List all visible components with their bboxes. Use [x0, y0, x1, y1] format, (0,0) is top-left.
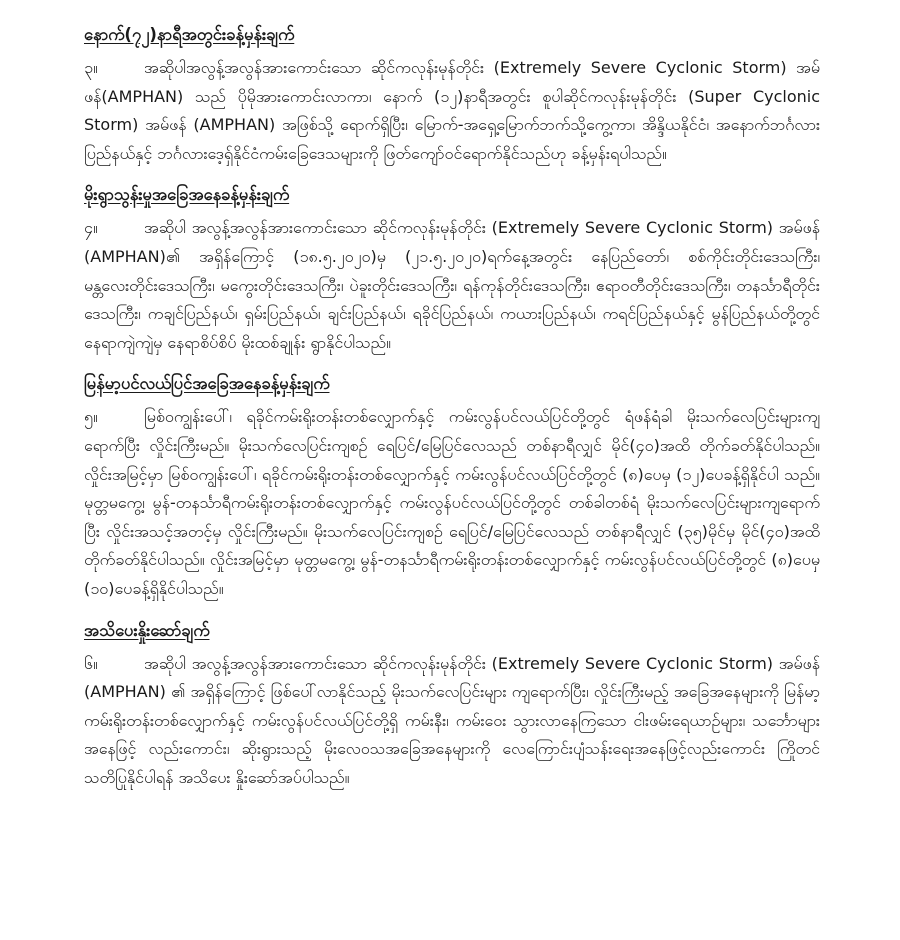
paragraph	[84, 403, 820, 603]
paragraph-number: ၃။	[84, 58, 98, 77]
section-heading: မြန်မာ့ပင်လယ်ပြင်အခြေအနေခန့်မှန်းချက်	[84, 374, 330, 394]
paragraph	[84, 650, 820, 793]
section-heading: နောက်(၇၂)နာရီအတွင်းခန့်မှန်းချက်	[84, 25, 295, 44]
paragraph-number: ၅။	[84, 407, 98, 427]
section-rainfall-forecast	[84, 182, 820, 357]
paragraph	[84, 54, 820, 168]
section-sea-condition-forecast	[84, 371, 820, 603]
paragraph-number: ၄။	[84, 218, 98, 238]
section-heading: မိုးရွာသွန်းမှုအခြေအနေခန့်မှန်းချက်	[84, 185, 290, 205]
paragraph-text: မြစ်ဝကျွန်းပေါ်၊ ရခိုင်ကမ်းရိုးတန်းတစ်လျှောက်နှင့် ကမ်းလွန်ပင်လယ်ပြင်တို့တွင် ရံဖန်ရံခါ မိုးသက်လေပြင်းများကျရောက်ပြီး လှိုင်းကြီးမည်။ မိုးသက်လေပြင်းကျစဉ် ရေပြင်/မြေပြင်လေသည် တစ်နာရီလျှင် မိုင်(၄၀)အထိ တိုက်ခတ်နိုင်ပါသည်။ လှိုင်းအမြင့်မှာ မြစ်ဝကျွန်းပေါ်၊ ရခိုင်ကမ်းရိုးတန်းတစ်လျှောက်နှင့် ကမ်းလွန်ပင်လယ်ပြင်တို့တွင် (၈)ပေမှ (၁၂)ပေခန့်ရှိနိုင်ပါ သည်။ မုတ္တမကွေ့၊ မွန်-တနင်္သာရီကမ်းရိုးတန်းတစ်လျှောက်နှင့် ကမ်းလွန်ပင်လယ်ပြင်တို့တွင် တစ်ခါတစ်ရံ မိုးသက်လေပြင်းများကျရောက်ပြီး လှိုင်းအသင့်အတင့်မှ လှိုင်းကြီးမည်။ မိုးသက်လေပြင်းကျစဉ် ရေပြင်/မြေပြင်လေသည် တစ်နာရီလျှင် (၃၅)မိုင်မှ မိုင်(၄၀)အထိ တိုက်ခတ်နိုင်ပါသည်။ လှိုင်းအမြင့်မှာ မုတ္တမကွေ့၊ မွန်-တနင်္သာရီကမ်းရိုးတန်းတစ်လျှောက်နှင့် ကမ်းလွန်ပင်လယ်ပြင်တို့တွင် (၈)ပေမှ (၁၀)ပေခန့်ရှိနိုင်ပါသည်။	[84, 407, 820, 598]
section-advisory	[84, 618, 820, 793]
paragraph-text: အဆိုပါ အလွန့်အလွန်အားကောင်းသော ဆိုင်ကလုန်းမုန်တိုင်း (Extremely Severe Cyclonic Storm) အမ်ဖန် (AMPHAN) ၏ အရှိန်ကြောင့် ဖြစ်ပေါ်လာနိုင်သည့် မိုးသက်လေပြင်းများ ကျရောက်ပြီး၊ လှိုင်းကြီးမည့် အခြေအနေများကို မြန်မာ့ကမ်းရိုးတန်းတစ်လျှောက်နှင့် ကမ်းလွန်ပင်လယ်ပြင်တို့ရှိ ကမ်းနီး၊ ကမ်းဝေး သွားလာနေကြသော ငါးဖမ်းရေယာဉ်များ၊ သင်္ဘောများအနေဖြင့် လည်းကောင်း၊ ဆိုးရွားသည့် မိုးလေဝသအခြေအနေများကို လေကြောင်းပျံသန်းရေးအနေဖြင့်လည်းကောင်း ကြိုတင်သတိပြုနိုင်ပါရန် အသိပေး နှိုးဆော်အပ်ပါသည်။	[84, 653, 820, 787]
section-72-hour-forecast	[84, 22, 820, 168]
paragraph	[84, 214, 820, 357]
paragraph-text: အဆိုပါ အလွန့်အလွန်အားကောင်းသော ဆိုင်ကလုန်းမုန်တိုင်း (Extremely Severe Cyclonic Storm) အမ်ဖန် (AMPHAN)၏ အရှိန်ကြောင့် (၁၈.၅.၂၀၂၀)မှ (၂၁.၅.၂၀၂၀)ရက်နေ့အတွင်း နေပြည်တော်၊ စစ်ကိုင်းတိုင်းဒေသကြီး၊ မန္တလေးတိုင်းဒေသကြီး၊ မကွေးတိုင်းဒေသကြီး၊ ပဲခူးတိုင်းဒေသကြီး၊ ရန်ကုန်တိုင်းဒေသကြီး၊ ဧရာဝတီတိုင်းဒေသကြီး၊ တနင်္သာရီတိုင်းဒေသကြီး၊ ကချင်ပြည်နယ်၊ ရှမ်းပြည်နယ်၊ ချင်းပြည်နယ်၊ ရခိုင်ပြည်နယ်၊ ကယားပြည်နယ်၊ ကရင်ပြည်နယ်နှင့် မွန်ပြည်နယ်တို့တွင် နေရာကျဲကျဲမှ နေရာစိပ်စိပ် မိုးထစ်ချုန်း ရွာနိုင်ပါသည်။	[84, 218, 820, 352]
section-heading: အသိပေးနှိုးဆော်ချက်	[84, 620, 210, 640]
paragraph-number: ၆။	[84, 653, 98, 673]
paragraph-text: အဆိုပါအလွန့်အလွန်အားကောင်းသော ဆိုင်ကလုန်းမုန်တိုင်း (Extremely Severe Cyclonic Storm) အမ်ဖန်(AMPHAN) သည် ပိုမိုအားကောင်းလာကာ၊ နောက် (၁၂)နာရီအတွင်း စူပါဆိုင်ကလုန်းမုန်တိုင်း (Super Cyclonic Storm) အမ်ဖန် (AMPHAN) အဖြစ်သို့ ရောက်ရှိပြီး၊ မြောက်-အရှေ့မြောက်ဘက်သို့ကွေ့ကာ၊ အိန္ဒိယနိုင်ငံ၊ အနောက်ဘင်္ဂလားပြည်နယ်နှင့် ဘင်္ဂလားဒေ့ရှ်နိုင်ငံကမ်းခြေဒေသများကို ဖြတ်ကျော်ဝင်ရောက်နိုင်သည်ဟု ခန့်မှန်းရပါသည်။	[84, 58, 820, 163]
